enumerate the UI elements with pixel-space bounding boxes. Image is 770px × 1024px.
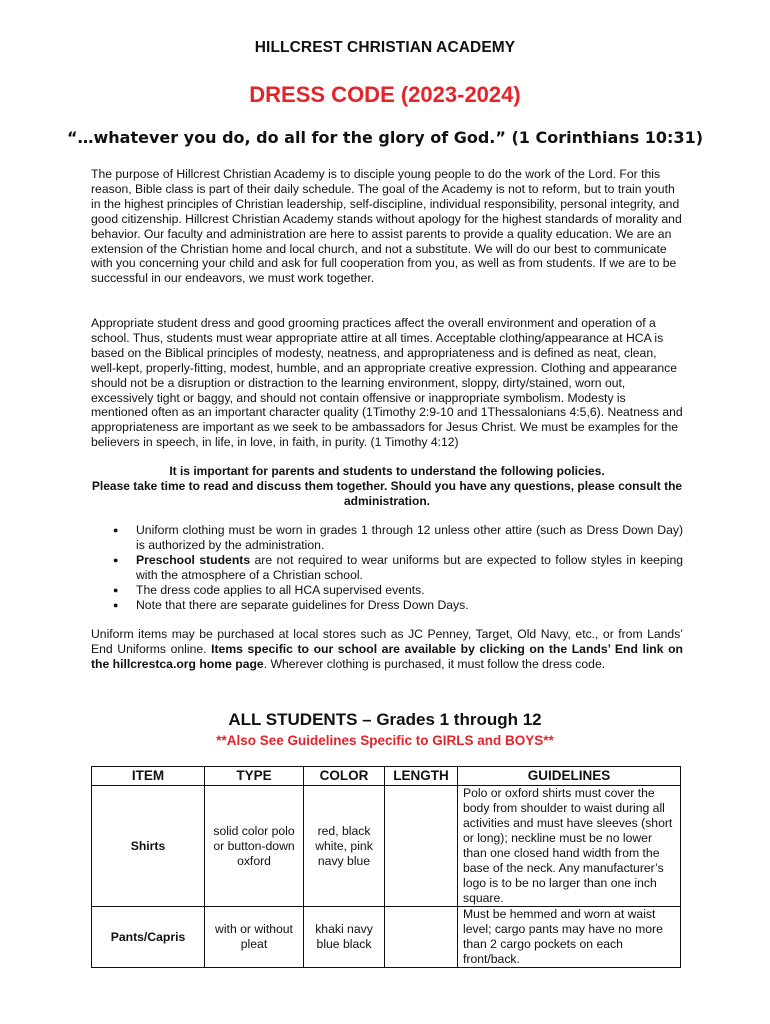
cell-color: khaki navy blue black [304,907,385,968]
cell-length [385,907,458,968]
bullet-text: Note that there are separate guidelines for Dress Down Days. [136,597,469,612]
section-title: ALL STUDENTS – Grades 1 through 12 [228,710,542,729]
section-subtitle: **Also See Guidelines Specific to GIRLS and BOYS** [216,733,554,748]
bullet-text: Uniform clothing must be worn in grades 1 through 12 unless other attire (such as Dress Down Day) is authorized by the administration. [136,523,683,552]
cell-guidelines: Must be hemmed and worn at waist level; cargo pants may have no more than 2 cargo pockets on each front/back. [458,907,681,968]
cell-length [385,786,458,907]
purchase-text: Uniform items may be purchased at local stores such as JC Penney, Target, Old Navy, etc., or from Lands’ End Uniforms online. [91,627,683,656]
bullet-bold-text: Preschool students [136,552,251,567]
table-header-row [92,767,681,786]
policy-notice [91,464,683,509]
bullet-item [91,598,683,613]
header-color: COLOR [304,767,385,786]
dress-code-table [91,766,681,968]
cell-type: solid color polo or button-down oxford [205,786,304,907]
purchase-text-end: . Wherever clothing is purchased, it must follow the dress code. [263,656,606,671]
school-name: HILLCREST CHRISTIAN ACADEMY [254,39,516,56]
bullet-text: are not required to wear uniforms but are expected to follow styles in keeping with the atmosphere of a Christian school. [136,552,683,582]
notice-line-2: Please take time to read and discuss them together. Should you have any questions, please consult the administration. [91,478,683,508]
bullet-item [91,583,683,598]
purpose-paragraph: The purpose of Hillcrest Christian Academy is to disciple young people to do the work of the Lord. For this reason, Bible class is part of their daily schedule. The goal of the Academy is not to reform, but to train youth in the highest principles of Christian leadership, self-discipline, individual responsibility, personal integrity, and good citizenship. Hillcrest Christian Academy stands without apology for the highest standards of morality and behavior. Our faculty and administration are here to assist parents to provide a quality education. We are an extension of the Christian home and local church, and not a substitute. We will do our best to communicate with you concerning your child and ask for full cooperation from you, as well as from students. If we are to be successful in our endeavors, we must work together. [91,167,682,286]
bullet-item [91,523,683,553]
header-length: LENGTH [385,767,458,786]
purchase-paragraph [91,627,683,672]
cell-guidelines: Polo or oxford shirts must cover the body from shoulder to waist during all activities and must have sleeves (short or long); neckline must be no lower than one closed hand width from the base of the neck. Any manufacturer’s logo is to be no larger than one inch square. [458,786,681,907]
table-row [92,786,681,907]
cell-item: Shirts [92,786,205,907]
notice-line-1: It is important for parents and students to understand the following policies. [169,464,605,478]
bullet-item [91,553,683,583]
policy-bullet-list [91,523,683,612]
scripture-verse: “…whatever you do, do all for the glory of God.” (1 Corinthians 10:31) [66,128,704,147]
dress-paragraph: Appropriate student dress and good grooming practices affect the overall environment and operation of a school. Thus, students must wear appropriate attire at all times. Acceptable clothing/appearance at HCA is based on the Biblical principles of modesty, neatness, and appropriateness and is defined as neat, clean, well-kept, properly-fitting, modest, humble, and an appropriate creative expression. Clothing and appearance should not be a disruption or distraction to the learning environment, sloppy, dirty/stained, worn out, excessively tight or baggy, and should not contain offensive or inappropriate symbolism. Modesty is mentioned often as an important character quality (1Timothy 2:9-10 and 1Thessalonians 4:5,6). Neatness and appropriateness are important as we seek to be ambassadors for Jesus Christ. We must be examples for the believers in speech, in life, in love, in faith, in purity. (1 Timothy 4:12) [91,316,683,450]
header-guidelines: GUIDELINES [458,767,681,786]
table-row [92,907,681,968]
cell-type: with or without pleat [205,907,304,968]
header-item: ITEM [92,767,205,786]
bullet-text: The dress code applies to all HCA supervised events. [136,582,425,597]
cell-color: red, black white, pink navy blue [304,786,385,907]
header-type: TYPE [205,767,304,786]
cell-item: Pants/Capris [92,907,205,968]
lands-end-link-text: Items specific to our school are available by clicking on the Lands’ End link on the hillcrestca.org home page [91,641,683,671]
document-title: DRESS CODE (2023-2024) [249,82,521,107]
